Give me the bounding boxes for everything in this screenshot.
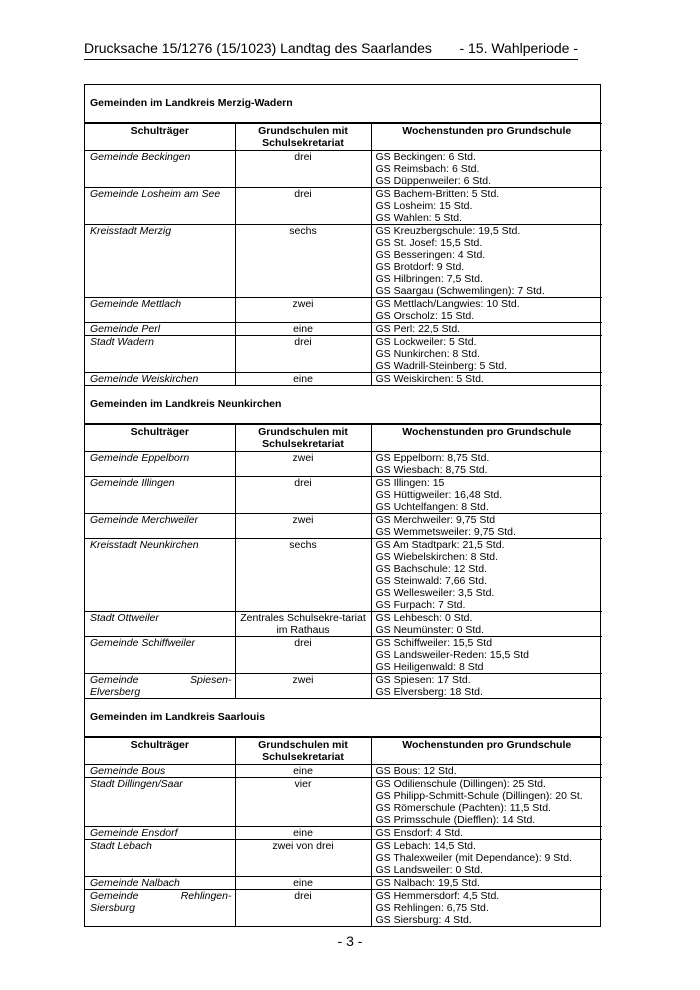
school-hours-line: GS Rehlingen: 6,75 Std. (375, 902, 489, 914)
grundschulen-count-cell: vier (235, 778, 371, 827)
grundschulen-count-cell: sechs (235, 225, 371, 298)
table-row (85, 827, 602, 840)
schultraeger-cell: Gemeinde Eppelborn (85, 452, 235, 477)
school-hours-line: GS Spiesen: 17 Std. (375, 674, 471, 686)
school-hours-line: GS Beckingen: 6 Std. (375, 151, 476, 163)
table-row (85, 477, 602, 514)
school-hours-line: GS Hemmersdorf: 4,5 Std. (375, 890, 500, 902)
table-row (85, 514, 602, 539)
school-hours-line: GS Römerschule (Pachten): 11,5 Std. (375, 802, 551, 814)
district-table (85, 737, 602, 926)
grundschulen-count-cell: eine (235, 827, 371, 840)
wochenstunden-cell (371, 188, 602, 225)
schultraeger-cell: Gemeinde Schiffweiler (85, 637, 235, 674)
schultraeger-cell: Stadt Dillingen/Saar (85, 778, 235, 827)
column-header-grundschulen: Grundschulen mit Schulsekretariat (235, 738, 371, 765)
school-hours-line: GS Mettlach/Langwies: 10 Std. (375, 298, 520, 310)
table-row (85, 336, 602, 373)
school-hours-line: GS Hüttigweiler: 16,48 Std. (375, 489, 503, 501)
schultraeger-cell: Stadt Ottweiler (85, 612, 235, 637)
table-row (85, 674, 602, 699)
schultraeger-cell: Gemeinde Weiskirchen (85, 373, 235, 386)
grundschulen-count-cell: zwei (235, 674, 371, 699)
school-hours-line: GS Odilienschule (Dillingen): 25 Std. (375, 778, 546, 790)
column-header-grundschulen: Grundschulen mit Schulsekretariat (235, 124, 371, 151)
schultraeger-cell: Gemeinde Illingen (85, 477, 235, 514)
table-row (85, 188, 602, 225)
school-hours-line: GS Primsschule (Diefflen): 14 Std. (375, 814, 536, 826)
grundschulen-count-cell: eine (235, 373, 371, 386)
school-hours-line: GS St. Josef: 15,5 Std. (375, 237, 483, 249)
school-hours-line: GS Bachem-Britten: 5 Std. (375, 188, 500, 200)
schultraeger-cell: Gemeinde Merchweiler (85, 514, 235, 539)
school-hours-line: GS Wemmetsweiler: 9,75 Std. (375, 526, 516, 538)
school-hours-line: GS Brotdorf: 9 Std. (375, 261, 465, 273)
schultraeger-cell: Gemeinde Losheim am See (85, 188, 235, 225)
wochenstunden-cell (371, 765, 602, 778)
school-hours-line: GS Wiesbach: 8,75 Std. (375, 464, 488, 476)
school-hours-line: GS Hilbringen: 7,5 Std. (375, 273, 483, 285)
school-hours-line: GS Düppenweiler: 6 Std. (375, 175, 492, 187)
wochenstunden-cell (371, 778, 602, 827)
column-header-grundschulen: Grundschulen mit Schulsekretariat (235, 425, 371, 452)
school-hours-line: GS Schiffweiler: 15,5 Std (375, 637, 493, 649)
schultraeger-cell: Gemeinde Nalbach (85, 877, 235, 890)
district-section (85, 85, 600, 386)
grundschulen-count-cell: drei (235, 188, 371, 225)
schultraeger-cell: Gemeinde Beckingen (85, 151, 235, 188)
wochenstunden-cell (371, 514, 602, 539)
header-rule (84, 59, 578, 60)
schultraeger-cell: Gemeinde Rehlingen-Siersburg (85, 890, 235, 927)
school-hours-line: GS Wahlen: 5 Std. (375, 212, 463, 224)
school-hours-line: GS Elversberg: 18 Std. (375, 686, 483, 698)
wochenstunden-cell (371, 890, 602, 927)
school-hours-line: GS Furpach: 7 Std. (375, 599, 466, 611)
wochenstunden-cell (371, 298, 602, 323)
school-hours-line: GS Bous: 12 Std. (375, 765, 457, 777)
section-title: Gemeinden im Landkreis Merzig-Wadern (85, 85, 600, 123)
column-header-schultraeger: Schulträger (85, 738, 235, 765)
grundschulen-count-cell: zwei (235, 452, 371, 477)
wochenstunden-cell (371, 336, 602, 373)
school-hours-line: GS Philipp-Schmitt-Schule (Dillingen): 20 St. (375, 790, 583, 802)
wochenstunden-cell (371, 225, 602, 298)
grundschulen-count-cell: drei (235, 336, 371, 373)
wochenstunden-cell (371, 539, 602, 612)
school-hours-line: GS Ensdorf: 4 Std. (375, 827, 464, 839)
page-header (84, 40, 578, 58)
table-row (85, 452, 602, 477)
wochenstunden-cell (371, 151, 602, 188)
school-hours-line: GS Am Stadtpark: 21,5 Std. (375, 539, 505, 551)
page-number: - 3 - (337, 933, 363, 949)
header-document-reference: Drucksache 15/1276 (15/1023) Landtag des Saarlandes (84, 40, 432, 56)
school-hours-line: GS Saargau (Schwemlingen): 7 Std. (375, 285, 545, 297)
schultraeger-cell: Gemeinde Perl (85, 323, 235, 336)
table-row (85, 612, 602, 637)
table-row (85, 778, 602, 827)
grundschulen-count-cell: eine (235, 765, 371, 778)
school-hours-line: GS Wellesweiler: 3,5 Std. (375, 587, 495, 599)
grundschulen-count-cell: drei (235, 637, 371, 674)
school-hours-line: GS Landsweiler: 0 Std. (375, 864, 483, 876)
school-hours-line: GS Orscholz: 15 Std. (375, 310, 475, 322)
column-header-wochenstunden: Wochenstunden pro Grundschule (371, 124, 602, 151)
school-hours-line: GS Eppelborn: 8,75 Std. (375, 452, 490, 464)
table-row (85, 373, 602, 386)
table-row (85, 298, 602, 323)
grundschulen-count-cell: sechs (235, 539, 371, 612)
wochenstunden-cell (371, 323, 602, 336)
school-hours-line: GS Lehbesch: 0 Std. (375, 612, 473, 624)
schultraeger-cell: Kreisstadt Neunkirchen (85, 539, 235, 612)
table-row (85, 225, 602, 298)
school-hours-line: GS Wadrill-Steinberg: 5 Std. (375, 360, 507, 372)
schultraeger-cell: Gemeinde Mettlach (85, 298, 235, 323)
school-hours-line: GS Heiligenwald: 8 Std (375, 661, 484, 673)
table-header-row (85, 738, 602, 765)
school-hours-line: GS Perl: 22,5 Std. (375, 323, 461, 335)
school-hours-line: GS Weiskirchen: 5 Std. (375, 373, 484, 385)
school-hours-line: GS Lockweiler: 5 Std. (375, 336, 477, 348)
district-table (85, 123, 602, 386)
table-row (85, 877, 602, 890)
wochenstunden-cell (371, 373, 602, 386)
table-header-row (85, 124, 602, 151)
schultraeger-cell: Kreisstadt Merzig (85, 225, 235, 298)
district-section (85, 699, 600, 926)
school-hours-line: GS Nalbach: 19,5 Std. (375, 877, 480, 889)
grundschulen-count-cell: zwei (235, 514, 371, 539)
wochenstunden-cell (371, 840, 602, 877)
school-hours-line: GS Bachschule: 12 Std. (375, 563, 487, 575)
school-hours-line: GS Siersburg: 4 Std. (375, 914, 472, 926)
grundschulen-count-cell: eine (235, 877, 371, 890)
school-hours-line: GS Neumünster: 0 Std. (375, 624, 485, 636)
school-hours-line: GS Losheim: 15 Std. (375, 200, 473, 212)
table-row (85, 323, 602, 336)
school-hours-line: GS Nunkirchen: 8 Std. (375, 348, 480, 360)
school-hours-line: GS Reimsbach: 6 Std. (375, 163, 480, 175)
school-hours-line: GS Steinwald: 7,66 Std. (375, 575, 487, 587)
table-row (85, 890, 602, 927)
table-row (85, 765, 602, 778)
school-hours-line: GS Besseringen: 4 Std. (375, 249, 486, 261)
wochenstunden-cell (371, 827, 602, 840)
school-hours-line: GS Kreuzbergschule: 19,5 Std. (375, 225, 521, 237)
school-hours-line: GS Wiebelskirchen: 8 Std. (375, 551, 499, 563)
schultraeger-cell: Gemeinde Bous (85, 765, 235, 778)
schultraeger-cell: Stadt Lebach (85, 840, 235, 877)
schultraeger-cell: Gemeinde Ensdorf (85, 827, 235, 840)
header-legislative-period: - 15. Wahlperiode - (459, 40, 578, 56)
column-header-schultraeger: Schulträger (85, 425, 235, 452)
grundschulen-count-cell: zwei von drei (235, 840, 371, 877)
wochenstunden-cell (371, 877, 602, 890)
wochenstunden-cell (371, 452, 602, 477)
grundschulen-count-cell: drei (235, 890, 371, 927)
wochenstunden-cell (371, 637, 602, 674)
column-header-wochenstunden: Wochenstunden pro Grundschule (371, 425, 602, 452)
column-header-wochenstunden: Wochenstunden pro Grundschule (371, 738, 602, 765)
grundschulen-count-cell: eine (235, 323, 371, 336)
school-hours-line: GS Uchtelfangen: 8 Std. (375, 501, 489, 513)
school-hours-line: GS Merchweiler: 9,75 Std (375, 514, 496, 526)
school-hours-line: GS Illingen: 15 (375, 477, 445, 489)
grundschulen-count-cell: drei (235, 477, 371, 514)
table-row (85, 151, 602, 188)
school-hours-line: GS Thalexweiler (mit Dependance): 9 Std. (375, 852, 572, 864)
grundschulen-count-cell: Zentrales Schulsekre-tariat im Rathaus (235, 612, 371, 637)
wochenstunden-cell (371, 674, 602, 699)
section-title: Gemeinden im Landkreis Neunkirchen (85, 386, 600, 424)
wochenstunden-cell (371, 477, 602, 514)
schultraeger-cell: Gemeinde Spiesen-Elversberg (85, 674, 235, 699)
district-table (85, 424, 602, 699)
school-hours-line: GS Lebach: 14,5 Std. (375, 840, 476, 852)
section-title: Gemeinden im Landkreis Saarlouis (85, 699, 600, 737)
table-row (85, 840, 602, 877)
table-row (85, 539, 602, 612)
table-row (85, 637, 602, 674)
grundschulen-count-cell: zwei (235, 298, 371, 323)
table-header-row (85, 425, 602, 452)
grundschulen-count-cell: drei (235, 151, 371, 188)
wochenstunden-cell (371, 612, 602, 637)
district-section (85, 386, 600, 699)
schultraeger-cell: Stadt Wadern (85, 336, 235, 373)
school-hours-line: GS Landsweiler-Reden: 15,5 Std (375, 649, 530, 661)
column-header-schultraeger: Schulträger (85, 124, 235, 151)
school-secretariat-table (84, 84, 601, 927)
